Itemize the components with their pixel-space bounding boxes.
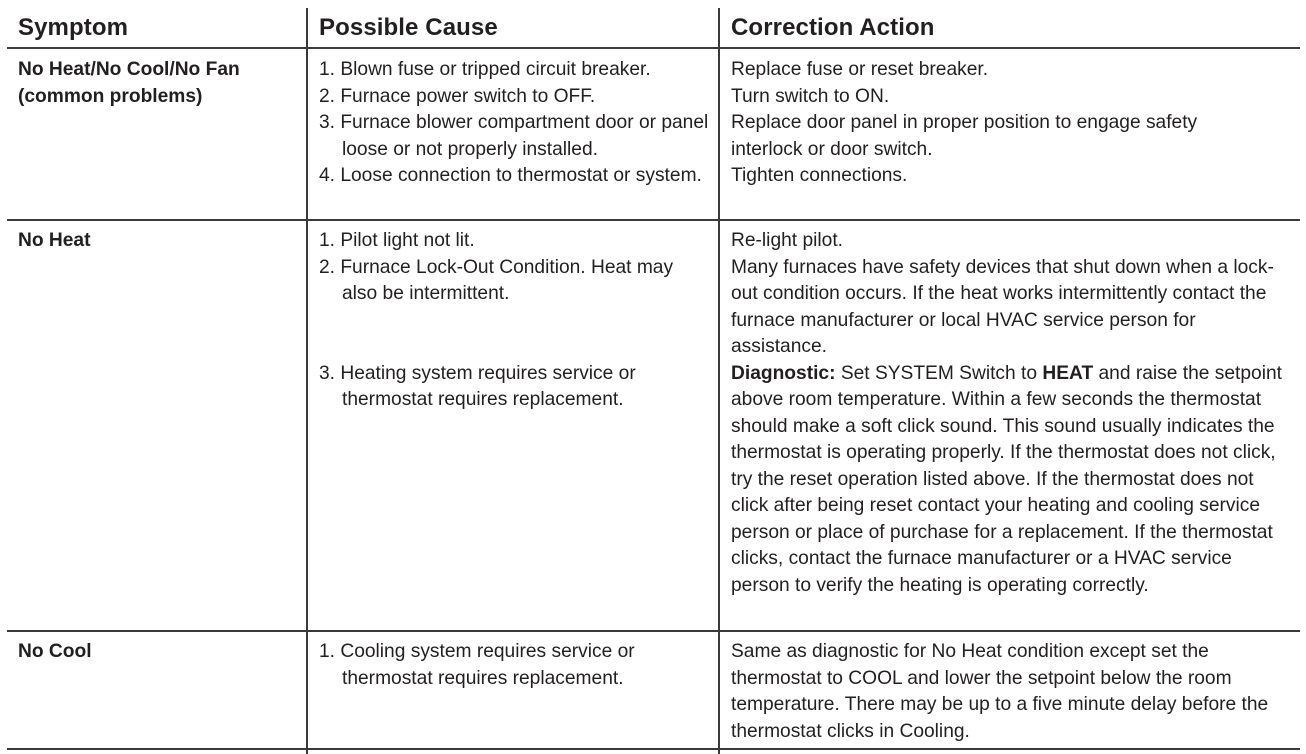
action-item: Many furnaces have safety devices that shut down when a lock-out condition occurs. If the heat works intermittently contact the furnace manufacturer or local HVAC service person for assistance. bbox=[731, 256, 1274, 357]
action-cell-no-cool bbox=[731, 639, 1301, 745]
row-divider-2 bbox=[7, 630, 1300, 632]
header-rule bbox=[7, 47, 1300, 49]
spacer bbox=[319, 308, 714, 361]
row-divider-1 bbox=[7, 219, 1300, 221]
diagnostic-text-a: Set SYSTEM Switch to bbox=[835, 362, 1043, 384]
diagnostic-text-b: and raise the setpoint above room temperature. Within a few seconds the thermostat should make a soft click sound. This sound usually indicates the thermostat is operating properly. If the thermostat does not click, try the reset operation listed above. If the thermostat does not click after being reset contact your heating and cooling service person or place of purchase for a replacement. If the thermostat clicks, contact the furnace manufacturer or a HVAC service person to verify the heating is operating correctly. bbox=[731, 362, 1282, 596]
action-item: Same as diagnostic for No Heat condition except set the thermostat to COOL and lower the setpoint below the room temperature. There may be up to a five minute delay before the thermostat clicks in Cooling. bbox=[731, 641, 1269, 742]
diagnostic-emphasis: HEAT bbox=[1042, 362, 1094, 384]
symptom-text: No Heat/No Cool/No Fan bbox=[18, 59, 240, 80]
action-item: Replace fuse or reset breaker. bbox=[731, 59, 989, 80]
action-cell-common bbox=[731, 57, 1301, 190]
symptom-cell-no-heat bbox=[18, 228, 303, 255]
column-divider-2 bbox=[718, 8, 720, 754]
column-divider-1 bbox=[306, 8, 308, 754]
symptom-cell-no-cool bbox=[18, 639, 303, 666]
diagnostic-label: Diagnostic: bbox=[731, 362, 836, 384]
action-item: Re-light pilot. bbox=[731, 230, 843, 251]
action-item: Tighten connections. bbox=[731, 165, 908, 186]
cause-cell-no-cool bbox=[319, 639, 714, 692]
action-item: Replace door panel in proper position to engage safety interlock or door switch. bbox=[731, 112, 1198, 160]
cause-item: 3. Furnace blower compartment door or panel loose or not properly installed. bbox=[319, 112, 709, 160]
header-correction-action: Correction Action bbox=[731, 14, 935, 41]
header-symptom: Symptom bbox=[18, 14, 129, 41]
cause-item: 4. Loose connection to thermostat or system. bbox=[319, 165, 702, 186]
action-cell-no-heat bbox=[731, 228, 1301, 599]
cause-cell-no-heat bbox=[319, 228, 714, 414]
symptom-subtext: (common problems) bbox=[18, 85, 203, 107]
header-possible-cause: Possible Cause bbox=[319, 14, 498, 41]
symptom-text: No Heat bbox=[18, 230, 91, 251]
row-divider-3 bbox=[7, 748, 1300, 750]
action-item: Turn switch to ON. bbox=[731, 85, 890, 107]
cause-item: 1. Blown fuse or tripped circuit breaker. bbox=[319, 59, 651, 80]
cause-item: 2. Furnace Lock-Out Condition. Heat may also be intermittent. bbox=[319, 256, 674, 304]
diagnostic-text bbox=[731, 361, 1293, 600]
symptom-text: No Cool bbox=[18, 641, 92, 662]
cause-item: 1. Pilot light not lit. bbox=[319, 230, 475, 251]
cause-item: 1. Cooling system requires service or thermostat requires replacement. bbox=[319, 641, 635, 689]
cause-item: 3. Heating system requires service or thermostat requires replacement. bbox=[319, 362, 636, 410]
symptom-cell-common bbox=[18, 57, 303, 110]
cause-item: 2. Furnace power switch to OFF. bbox=[319, 85, 596, 107]
cause-cell-common bbox=[319, 57, 714, 190]
